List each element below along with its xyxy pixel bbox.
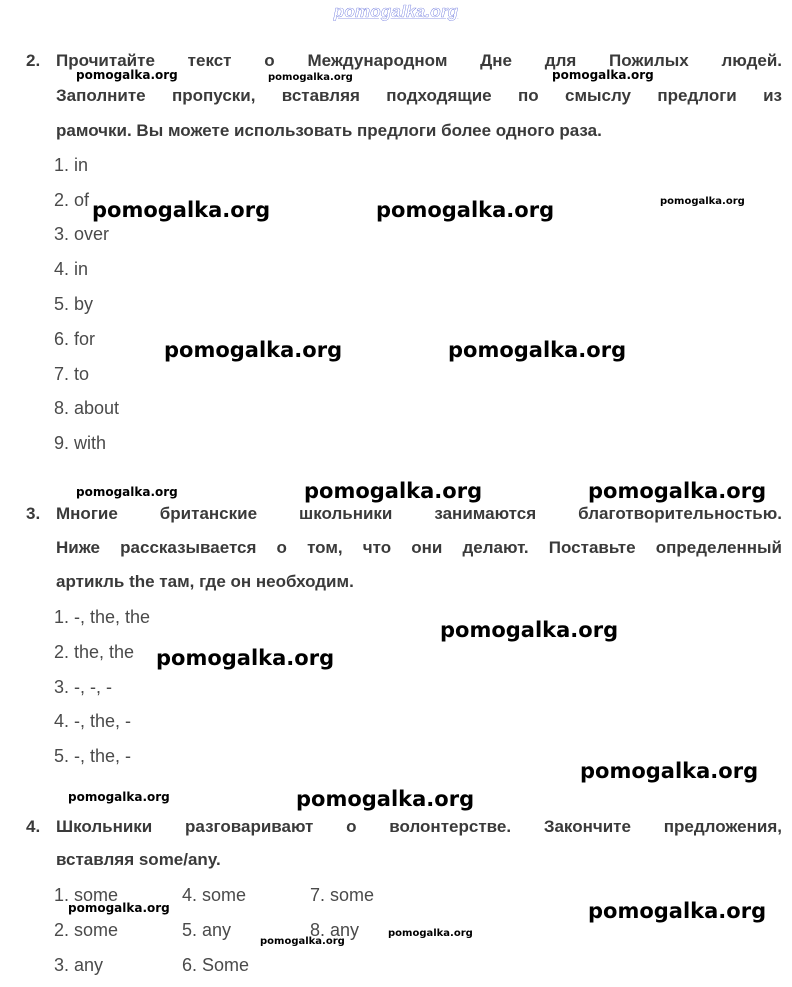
watermark: pomogalka.org — [268, 72, 353, 83]
watermark: pomogalka.org — [376, 198, 555, 222]
watermark: pomogalka.org — [296, 787, 475, 811]
watermark: pomogalka.org — [552, 68, 654, 82]
watermark: pomogalka.org — [440, 618, 619, 642]
task-2-answer: 4. in — [54, 259, 89, 279]
watermark: pomogalka.org — [388, 928, 473, 939]
watermark: pomogalka.org — [76, 485, 178, 499]
task-3-answer: 1. -, the, the — [54, 607, 151, 627]
watermark: pomogalka.org — [304, 479, 483, 503]
watermark: pomogalka.org — [588, 899, 767, 923]
header-watermark: pomogalka.org — [333, 2, 459, 21]
task-2-answer: 1. in — [54, 155, 89, 175]
task-4-answer: 3. any — [54, 955, 104, 975]
task-3-number: 3. — [26, 504, 41, 523]
task-2-line-1: Прочитайте текст о Международном Дне для Пожилых людей. — [56, 51, 782, 70]
task-3-line-3: артикль the там, где он необходим. — [56, 572, 354, 591]
task-4-number: 4. — [26, 817, 41, 836]
watermark: pomogalka.org — [260, 936, 345, 947]
task-3-line-2: Ниже рассказывается о том, что они делают. Поставьте определенный — [56, 538, 782, 557]
watermark: pomogalka.org — [164, 338, 343, 362]
watermark: pomogalka.org — [68, 790, 170, 804]
task-2-answer: 8. about — [54, 398, 120, 418]
task-3-answer: 2. the, the — [54, 642, 135, 662]
task-3-line-1: Многие британские школьники занимаются благотворительностью. — [56, 504, 782, 523]
watermark: pomogalka.org — [68, 901, 170, 915]
task-2-answer: 3. over — [54, 224, 110, 244]
task-4-line-2: вставляя some/any. — [56, 850, 221, 869]
task-3-answer: 3. -, -, - — [54, 677, 112, 697]
task-2-answer: 6. for — [54, 329, 96, 349]
task-2-number: 2. — [26, 51, 41, 70]
watermark: pomogalka.org — [580, 759, 759, 783]
task-4-answer: 8. any — [310, 920, 360, 940]
task-2-line-3: рамочки. Вы можете использовать предлоги более одного раза. — [56, 121, 602, 140]
task-2-answer: 5. by — [54, 294, 94, 314]
task-3-answer: 4. -, the, - — [54, 711, 132, 731]
watermark: pomogalka.org — [156, 646, 335, 670]
watermark: pomogalka.org — [588, 479, 767, 503]
watermark: pomogalka.org — [76, 68, 178, 82]
watermark: pomogalka.org — [92, 198, 271, 222]
task-4-answer: 4. some — [182, 885, 247, 905]
task-4-answer: 6. Some — [182, 955, 250, 975]
task-4-answer: 5. any — [182, 920, 232, 940]
task-4-answer: 2. some — [54, 920, 119, 940]
task-2-answer: 7. to — [54, 364, 90, 384]
task-4-answer: 7. some — [310, 885, 375, 905]
task-4-line-1: Школьники разговаривают о волонтерстве. Закончите предложения, — [56, 817, 782, 836]
watermark: pomogalka.org — [660, 196, 745, 207]
watermark: pomogalka.org — [448, 338, 627, 362]
task-2-answer: 2. of — [54, 190, 90, 210]
task-2-line-2: Заполните пропуски, вставляя подходящие по смыслу предлоги из — [56, 86, 782, 105]
task-3-answer: 5. -, the, - — [54, 746, 132, 766]
task-2-answer: 9. with — [54, 433, 107, 453]
task-4-answer: 1. some — [54, 885, 119, 905]
